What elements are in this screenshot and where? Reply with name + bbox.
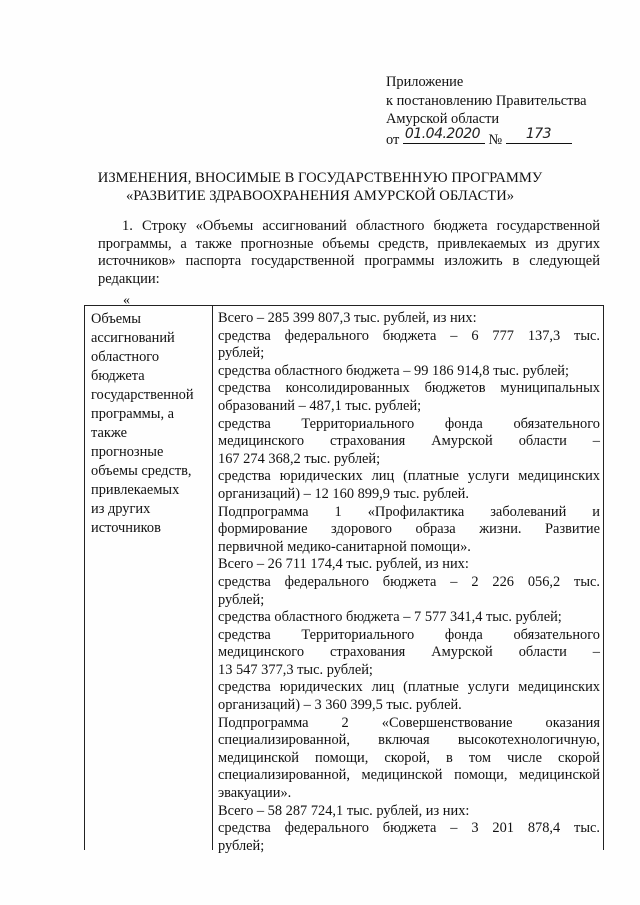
- right-cell-line: формирование здорового образа жизни. Развитие: [218, 521, 600, 538]
- date-prefix: от: [386, 131, 400, 148]
- right-cell-line: средства Территориального фонда обязательного: [218, 415, 600, 432]
- right-cell-line: средства Территориального фонда обязательного: [218, 626, 600, 643]
- right-cell-line: специализированной, медицинской помощи, медицинской: [218, 767, 600, 784]
- left-cell-line: ассигнований: [91, 330, 175, 346]
- appendix-region: Амурской области: [386, 111, 500, 127]
- right-cell-line: медицинского страхования Амурской области –: [218, 433, 600, 450]
- left-cell-line: государственной: [91, 387, 194, 403]
- right-cell-line: средства юридических лиц (платные услуги медицинских: [218, 468, 600, 485]
- left-cell-line: Объемы: [91, 311, 141, 327]
- left-cell-line: из других: [91, 501, 151, 517]
- left-cell-line: объемы средств,: [91, 463, 192, 479]
- right-cell-line: средства областного бюджета – 99 186 914,8 тыс. рублей;: [218, 362, 569, 379]
- opening-quote: «: [123, 293, 130, 308]
- appendix-label: Приложение: [386, 74, 464, 90]
- right-cell-line: средства федерального бюджета – 2 226 056,2 тыс.: [218, 573, 600, 590]
- right-cell-line: Всего – 58 287 724,1 тыс. рублей, из них:: [218, 802, 470, 819]
- right-cell-line: образований – 487,1 тыс. рублей;: [218, 397, 422, 414]
- left-cell-line: также: [91, 425, 127, 441]
- right-cell-line: рублей;: [218, 837, 265, 854]
- number-prefix: №: [488, 131, 503, 148]
- right-cell-line: медицинского страхования Амурской области –: [218, 644, 600, 661]
- right-cell-line: специализированной, включая высокотехнологичную,: [218, 732, 600, 749]
- number-handwritten: 173: [525, 125, 552, 142]
- right-cell-line: первичной медико-санитарной помощи».: [218, 538, 471, 555]
- left-cell-line: областного: [91, 349, 160, 365]
- number-field: [506, 125, 572, 144]
- document-title-line1: ИЗМЕНЕНИЯ, ВНОСИМЫЕ В ГОСУДАРСТВЕННУЮ ПРОГРАММУ: [97, 170, 543, 186]
- appendix-block: [386, 73, 586, 149]
- intro-text: 1. Строку «Объемы ассигнований областного бюджета государственной программы, а также прогнозные объемы средств, привлекаемых из других источников» паспорта государственной программы изложить в следующей редакции:: [98, 218, 600, 287]
- intro-paragraph: [98, 218, 600, 288]
- right-cell-line: Подпрограмма 2 «Совершенствование оказания: [218, 714, 600, 731]
- right-cell-line: рублей;: [218, 591, 265, 608]
- right-cell-line: 13 547 377,3 тыс. рублей;: [218, 661, 373, 678]
- right-cell-line: Всего – 26 711 174,4 тыс. рублей, из них:: [218, 556, 469, 573]
- passport-table: [84, 305, 604, 854]
- document-title-line2: «РАЗВИТИЕ ЗДРАВООХРАНЕНИЯ АМУРСКОЙ ОБЛАСТИ»: [125, 188, 515, 204]
- right-cell-line: средства федерального бюджета – 6 777 137,3 тыс.: [218, 327, 600, 344]
- right-cell-line: средства консолидированных бюджетов муниципальных: [218, 380, 600, 397]
- right-cell-line: средства областного бюджета – 7 577 341,4 тыс. рублей;: [218, 609, 562, 626]
- right-cell-line: медицинской помощи, скорой, в том числе скорой: [218, 749, 600, 766]
- right-cell-line: организаций) – 3 360 399,5 тыс. рублей.: [218, 697, 462, 714]
- right-cell-line: средства федерального бюджета – 3 201 878,4 тыс.: [218, 820, 600, 837]
- right-cell-line: Всего – 285 399 807,3 тыс. рублей, из них:: [218, 310, 477, 326]
- table-right-column: [218, 310, 600, 855]
- appendix-date-line: [386, 125, 586, 150]
- date-handwritten: 01.04.2020: [404, 125, 481, 142]
- table-left-column: [91, 310, 211, 538]
- right-cell-line: Подпрограмма 1 «Профилактика заболеваний и: [218, 503, 600, 520]
- appendix-decree: к постановлению Правительства: [386, 92, 587, 109]
- right-cell-line: средства юридических лиц (платные услуги медицинских: [218, 679, 600, 696]
- right-cell-line: рублей;: [218, 345, 265, 362]
- column-divider: [212, 306, 213, 850]
- left-cell-line: бюджета: [91, 368, 145, 384]
- right-cell-line: организаций) – 12 160 899,9 тыс. рублей.: [218, 485, 469, 502]
- right-cell-line: эвакуации».: [218, 785, 292, 802]
- date-field: [403, 125, 485, 144]
- right-cell-line: 167 274 368,2 тыс. рублей;: [218, 450, 381, 467]
- left-cell-line: источников: [91, 520, 161, 536]
- left-cell-line: привлекаемых: [91, 482, 180, 498]
- left-cell-line: прогнозные: [91, 444, 164, 460]
- left-cell-line: программы, а: [91, 406, 175, 422]
